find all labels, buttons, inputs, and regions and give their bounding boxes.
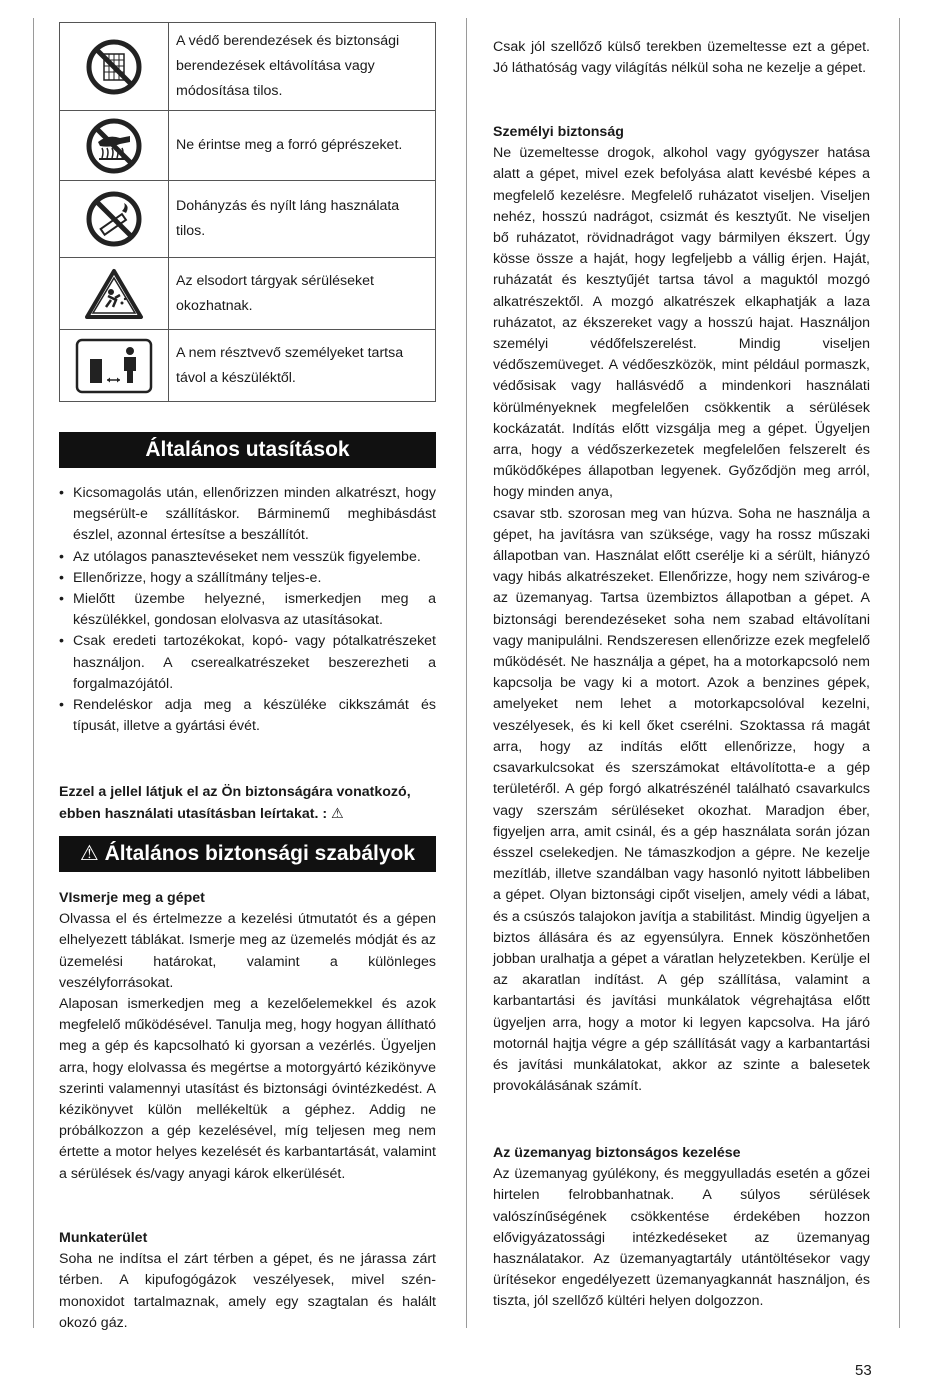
symbol-cell — [60, 181, 169, 258]
paragraph: Soha ne indítsa el zárt térben a gépet, és ne járassa zárt térben. A kipufogógázok veszélyesek, mivel szén-monoxidot tartalmaznak, amely egy szagtalan és halált okozó gáz. — [59, 1251, 436, 1331]
work-area-section — [59, 1228, 436, 1334]
symbol-row — [60, 330, 436, 402]
bullet: • — [59, 485, 64, 501]
bullet: • — [59, 548, 64, 565]
page-number: 53 — [855, 1362, 872, 1379]
symbol-text: Ne érintse meg a forró géprészeket. — [169, 111, 436, 181]
list-item: • Rendeléskor adja meg a készüléke cikkszámát és típusát, illetve a gyártási évét. — [59, 697, 436, 735]
symbol-row — [60, 258, 436, 330]
know-machine-section — [59, 888, 436, 1185]
symbol-cell — [60, 330, 169, 402]
flying-objects-warning-icon — [84, 267, 144, 321]
warning-symbol-note: Ezzel a jellel látjuk el az Ön biztonságára vonatkozó, ebben használati utasításban leírtakat. : ⚠ — [59, 784, 411, 822]
keep-distance-icon — [74, 337, 154, 395]
fuel-handling-section — [493, 1143, 870, 1313]
section-heading: Személyi biztonság — [493, 124, 624, 140]
paragraph: csavar stb. szorosan meg van húzva. Soha ne használja a gépet, ha javításra van szüksége, vagy ha rossz műszaki állapotban van. Használat előtt cserélje ki a sérült, hiányzó vagy hibás alkatrészeket. Ellenőrizze, hogy nem szivárog-e az üzemanyag. Tartsa üzembiztos állapotban a gépet. A biztonsági berendezéseket soha nem szabad eltávolítani vagy manipulálni. Rendszeresen ellenőrizze ezek megfelelő működését. Ne használja a gépet, ha a motorkapcsoló nem kapcsolja be vagy ki a motort. Azok a benzines gépek, amelyeket nem lehet a motorkapcsolóval kezelni, veszélyesek, és ki kell őket cserélni. Szoktassa rá magát arra, hogy az indítás előtt ellenőrizze, hogy a csavarkulcsokat és szerszámokat eltávolította-e a gép területéről. A gép forgó alkatrészénél található csavarkulcs vagy szerszám sérüléseket okozhat. Maradjon éber, figyeljen arra, amit csinál, és a gép használata során józan ésszel cselekedjen. Ne támaszkodjon a gépre. Ne kezelje mezítláb, illetve szandálban vagy hasonló nyitott lábbeliben a gépet. Olyan biztonsági cipőt viseljen, amely védi a lábat, és a csúszós talajokon javítja a stabilitást. Mindig ügyeljen a biztos állására és az egyensúlyra. Ennek köszönhetően jobban uralhatja a gépet a váratlan helyzetekben. Kerülje el az akaratlan indítást. A gép szállítása, valamint a karbantartási és javítási munkálatok végrehajtása előtt ügyeljen arra, hogy a motor ki legyen kapcsolva. Ha járó motornál hajtja végre a gép szállítását vagy a karbantartási és javítási munkálatokat, akkor az szinte a balesetek provokálásának számít. — [493, 505, 870, 1095]
column-divider — [466, 18, 467, 1328]
paragraph: Ne üzemeltesse drogok, alkohol vagy gyógyszer hatása alatt a gépet, mivel ezek befolyása alatt kevésbé képes a megfelelő kezelésre. Megfelelő ruházatot viseljen. Viseljen nehéz, hosszú nadrágot, csizmát és kesztyűt. Ne viseljen bő ruházatot, rövidnadrágot vagy bármilyen ékszert. Úgy kösse össze a haját, hogy legfeljebb a vállig érjen. Haját, ruházatát és kesztyűjét tartsa távol a maguktól mozgó alkatrészektől. A mozgó alkatrészek elkaphatják a laza ruházatot, az ékszereket vagy a hosszú hajat. Használjon személyi védőfelszerelést. Mindig viseljen védőszemüveget. A védőeszközök, mint például pormaszk, védősisak vagy hallásvédő a mindenkori használati körülményeknek megfelelően csökkentik a sérülések kockázatát. Indítás előtt vizsgálja meg a gépet. Ügyeljen arra, hogy a védőszerkezetek megfelelően felszerelt és működőképes állapotban legyenek. Győződjön meg arról, hogy minden anya, — [493, 145, 870, 501]
symbol-cell — [60, 111, 169, 181]
symbol-text: Az elsodort tárgyak sérüléseket okozhatnak. — [169, 258, 436, 330]
bullet: • — [59, 633, 64, 650]
list-item: • Csak eredeti tartozékokat, kopó- vagy pótalkatrészeket használjon. A cserealkatrészeket beszerezheti a forgalmazójától. — [59, 633, 436, 692]
hot-surface-icon — [86, 118, 142, 174]
symbol-text: A nem résztvevő személyeket tartsa távol a készüléktől. — [169, 330, 436, 402]
left-margin-rule — [33, 18, 34, 1328]
list-item: • Mielőtt üzembe helyezné, ismerkedjen meg a készülékkel, gondosan elolvasva az utasításokat. — [59, 591, 436, 629]
bullet: • — [59, 697, 64, 714]
paragraph: Az üzemanyag gyúlékony, és meggyulladás esetén a gőzei hirtelen felrobbanhatnak. A súlyos sérülések valószínűségének csökkentése érdekében hozzon elővigyázatossági intézkedéseket az üzemanyag használatakor. Az üzemanyagtartály utántöltésekor vagy ürítésekor engedélyezett üzemanyagkannát használjon, és tiszta, jól szellőző kültéri helyen dolgozzon. — [493, 1166, 870, 1310]
symbol-row — [60, 181, 436, 258]
work-area-continued — [493, 37, 870, 79]
symbol-cell — [60, 23, 169, 111]
section-heading: Munkaterület — [59, 1230, 148, 1246]
list-item: • Kicsomagolás után, ellenőrizzen minden alkatrészt, hogy megsérült-e szállításkor. Bárminemű meghibásdást észlel, azonnal értesítse a beszállítót. — [59, 485, 436, 544]
symbol-text: A védő berendezések és biztonsági berendezések eltávolítása vagy módosítása tilos. — [169, 23, 436, 111]
symbol-text: Dohányzás és nyílt láng használata tilos. — [169, 181, 436, 258]
bullet: • — [59, 569, 64, 586]
safety-symbol-table — [59, 22, 436, 402]
no-modification-icon — [86, 39, 142, 95]
paragraph: Alaposan ismerkedjen meg a kezelőelemekkel és azok megfelelő működésével. Tanulja meg, hogy hogyan állítható meg a gép és kapcsolható ki gyorsan a vezérlés. Ügyeljen arra, hogy elolvassa és megértse a motorgyártó kézikönyve szerinti valamennyi utasítást és biztonsági óvintézkedést. A kézikönyvet külön mellékeltük a géphez. Addig ne próbálkozzon a gép kezelésével, míg teljesen meg nem értette a motor helyes kezelését és karbantartását, valamint a sérülések és/vagy anyagi károk elkerülését. — [59, 996, 436, 1182]
right-margin-rule — [899, 18, 900, 1328]
list-item: • Ellenőrizze, hogy a szállítmány teljes-e. — [59, 568, 436, 589]
general-instructions-title: Általános utasítások — [59, 432, 436, 468]
paragraph: Csak jól szellőző külső terekben üzemeltesse ezt a gépet. Jó láthatóság vagy világítás nélkül soha ne kezelje a gépet. — [493, 39, 870, 77]
section-heading: Az üzemanyag biztonságos kezelése — [493, 1145, 741, 1161]
list-item: • Az utólagos panasztevéseket nem vesszük figyelembe. — [59, 547, 436, 568]
no-smoking-icon — [86, 191, 142, 247]
symbol-cell — [60, 258, 169, 330]
bullet: • — [59, 591, 64, 608]
general-instructions-list — [59, 483, 436, 737]
symbol-row — [60, 111, 436, 181]
section-heading: VIsmerje meg a gépet — [59, 890, 205, 906]
safety-rules-title: ⚠ Általános biztonsági szabályok — [59, 836, 436, 872]
personal-safety-section — [493, 122, 870, 1097]
paragraph: Olvassa el és értelmezze a kezelési útmutatót és a gépen elhelyezett táblákat. Ismerje meg az üzemelés módját és az üzemelési határokat, valamint a különleges veszélyforrásokat. — [59, 911, 436, 991]
symbol-row — [60, 23, 436, 111]
